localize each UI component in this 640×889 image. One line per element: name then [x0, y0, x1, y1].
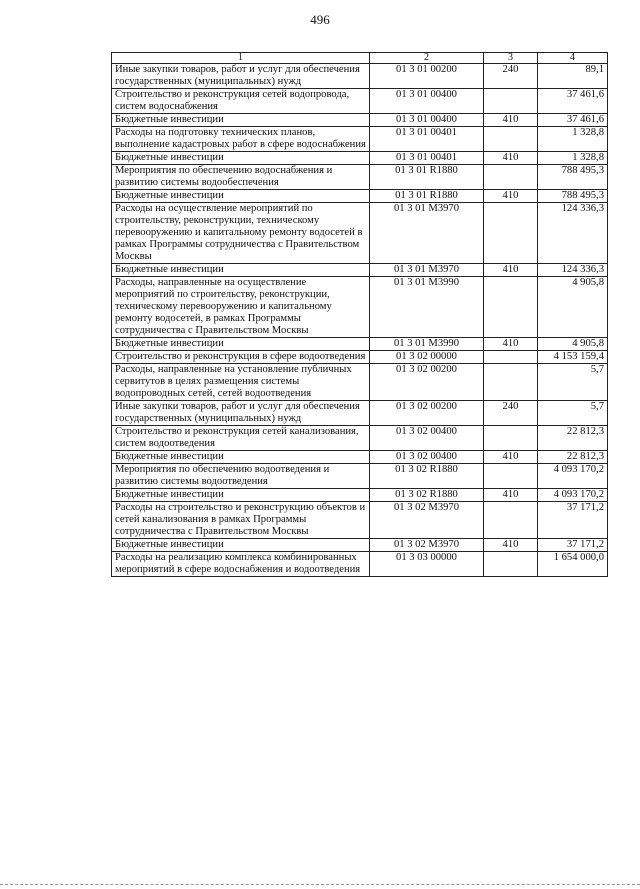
- name-cell: Строительство и реконструкция сетей канализования, систем водоотведения: [112, 426, 370, 451]
- bottom-edge-rule: [0, 884, 640, 885]
- name-cell: Расходы на реализацию комплекса комбинированных мероприятий в сфере водоснабжения и водоотведения: [112, 552, 370, 577]
- table-row: [112, 203, 608, 264]
- name-cell: Бюджетные инвестиции: [112, 264, 370, 277]
- type-cell: 410: [484, 451, 538, 464]
- table-row: [112, 552, 608, 577]
- amount-cell: 1 654 000,0: [538, 552, 608, 577]
- name-cell: Строительство и реконструкция в сфере водоотведения: [112, 351, 370, 364]
- type-cell: 240: [484, 401, 538, 426]
- amount-cell: 4 093 170,2: [538, 464, 608, 489]
- code-cell: 01 3 03 00000: [370, 552, 484, 577]
- code-cell: 01 3 01 M3970: [370, 264, 484, 277]
- code-cell: 01 3 01 M3990: [370, 277, 484, 338]
- amount-cell: 124 336,3: [538, 203, 608, 264]
- amount-cell: 37 171,2: [538, 502, 608, 539]
- table-row: [112, 264, 608, 277]
- type-cell: 410: [484, 338, 538, 351]
- amount-cell: 37 171,2: [538, 539, 608, 552]
- type-cell: 410: [484, 190, 538, 203]
- code-cell: 01 3 02 00400: [370, 426, 484, 451]
- type-cell: 410: [484, 539, 538, 552]
- name-cell: Бюджетные инвестиции: [112, 152, 370, 165]
- table-row: [112, 64, 608, 89]
- code-cell: 01 3 01 R1880: [370, 165, 484, 190]
- name-cell: Бюджетные инвестиции: [112, 190, 370, 203]
- code-cell: 01 3 02 R1880: [370, 464, 484, 489]
- name-cell: Иные закупки товаров, работ и услуг для обеспечения государственных (муниципальных) нужд: [112, 401, 370, 426]
- amount-cell: 1 328,8: [538, 152, 608, 165]
- type-cell: [484, 364, 538, 401]
- amount-cell: 1 328,8: [538, 127, 608, 152]
- name-cell: Бюджетные инвестиции: [112, 539, 370, 552]
- amount-cell: 4 905,8: [538, 277, 608, 338]
- amount-cell: 37 461,6: [538, 114, 608, 127]
- type-cell: 410: [484, 489, 538, 502]
- name-cell: Расходы на подготовку технических планов, выполнение кадастровых работ в сфере водоснабжения: [112, 127, 370, 152]
- type-cell: [484, 502, 538, 539]
- amount-cell: 5,7: [538, 364, 608, 401]
- type-cell: [484, 277, 538, 338]
- amount-cell: 788 495,3: [538, 165, 608, 190]
- table-row: [112, 489, 608, 502]
- name-cell: Расходы на осуществление мероприятий по строительству, реконструкции, техническому перевооружению и капитальному ремонту водосетей в рамках Программы сотрудничества с Правительством Москвы: [112, 203, 370, 264]
- name-cell: Бюджетные инвестиции: [112, 451, 370, 464]
- table-row: [112, 127, 608, 152]
- name-cell: Расходы, направленные на осуществление мероприятий по строительству, реконструкции, техническому перевооружению и капитальному ремонту водосетей, в рамках Программы сотрудничества с Правительством Москвы: [112, 277, 370, 338]
- amount-cell: 4 153 159,4: [538, 351, 608, 364]
- name-cell: Расходы, направленные на установление публичных сервитутов в целях размещения системы водопроводных сетей, сетей водоотведения: [112, 364, 370, 401]
- code-cell: 01 3 02 00200: [370, 364, 484, 401]
- name-cell: Иные закупки товаров, работ и услуг для обеспечения государственных (муниципальных) нужд: [112, 64, 370, 89]
- column-header-1: 1: [112, 53, 370, 64]
- amount-cell: 4 905,8: [538, 338, 608, 351]
- table-row: [112, 89, 608, 114]
- name-cell: Строительство и реконструкция сетей водопровода, систем водоснабжения: [112, 89, 370, 114]
- code-cell: 01 3 01 00401: [370, 152, 484, 165]
- table-row: [112, 426, 608, 451]
- type-cell: [484, 165, 538, 190]
- table-row: [112, 190, 608, 203]
- type-cell: 410: [484, 114, 538, 127]
- code-cell: 01 3 02 M3970: [370, 539, 484, 552]
- table-row: [112, 351, 608, 364]
- amount-cell: 37 461,6: [538, 89, 608, 114]
- table-row: [112, 539, 608, 552]
- type-cell: [484, 426, 538, 451]
- code-cell: 01 3 02 M3970: [370, 502, 484, 539]
- name-cell: Мероприятия по обеспечению водоотведения и развитию системы водоотведения: [112, 464, 370, 489]
- type-cell: [484, 127, 538, 152]
- name-cell: Мероприятия по обеспечению водоснабжения и развитию системы водообеспечения: [112, 165, 370, 190]
- amount-cell: 22 812,3: [538, 426, 608, 451]
- code-cell: 01 3 02 R1880: [370, 489, 484, 502]
- code-cell: 01 3 01 M3970: [370, 203, 484, 264]
- name-cell: Бюджетные инвестиции: [112, 338, 370, 351]
- table-row: [112, 114, 608, 127]
- table-row: [112, 338, 608, 351]
- code-cell: 01 3 02 00000: [370, 351, 484, 364]
- table-row: [112, 401, 608, 426]
- type-cell: [484, 351, 538, 364]
- name-cell: Расходы на строительство и реконструкцию объектов и сетей канализования в рамках Программы сотрудничества с Правительством Москвы: [112, 502, 370, 539]
- code-cell: 01 3 01 00200: [370, 64, 484, 89]
- budget-table: [111, 52, 608, 577]
- type-cell: 410: [484, 152, 538, 165]
- code-cell: 01 3 02 00400: [370, 451, 484, 464]
- table-row: [112, 464, 608, 489]
- type-cell: 410: [484, 264, 538, 277]
- code-cell: 01 3 01 M3990: [370, 338, 484, 351]
- table-row: [112, 364, 608, 401]
- column-header-2: 2: [370, 53, 484, 64]
- table-row: [112, 165, 608, 190]
- table-row: [112, 277, 608, 338]
- type-cell: 240: [484, 64, 538, 89]
- table-row: [112, 502, 608, 539]
- amount-cell: 5,7: [538, 401, 608, 426]
- amount-cell: 89,1: [538, 64, 608, 89]
- column-header-4: 4: [538, 53, 608, 64]
- code-cell: 01 3 01 R1880: [370, 190, 484, 203]
- name-cell: Бюджетные инвестиции: [112, 489, 370, 502]
- type-cell: [484, 203, 538, 264]
- code-cell: 01 3 01 00401: [370, 127, 484, 152]
- table-header-row: [112, 53, 608, 64]
- name-cell: Бюджетные инвестиции: [112, 114, 370, 127]
- amount-cell: 124 336,3: [538, 264, 608, 277]
- type-cell: [484, 552, 538, 577]
- code-cell: 01 3 01 00400: [370, 114, 484, 127]
- page-number: 496: [310, 12, 330, 27]
- type-cell: [484, 89, 538, 114]
- code-cell: 01 3 02 00200: [370, 401, 484, 426]
- amount-cell: 22 812,3: [538, 451, 608, 464]
- amount-cell: 788 495,3: [538, 190, 608, 203]
- table-row: [112, 152, 608, 165]
- type-cell: [484, 464, 538, 489]
- amount-cell: 4 093 170,2: [538, 489, 608, 502]
- column-header-3: 3: [484, 53, 538, 64]
- code-cell: 01 3 01 00400: [370, 89, 484, 114]
- table-row: [112, 451, 608, 464]
